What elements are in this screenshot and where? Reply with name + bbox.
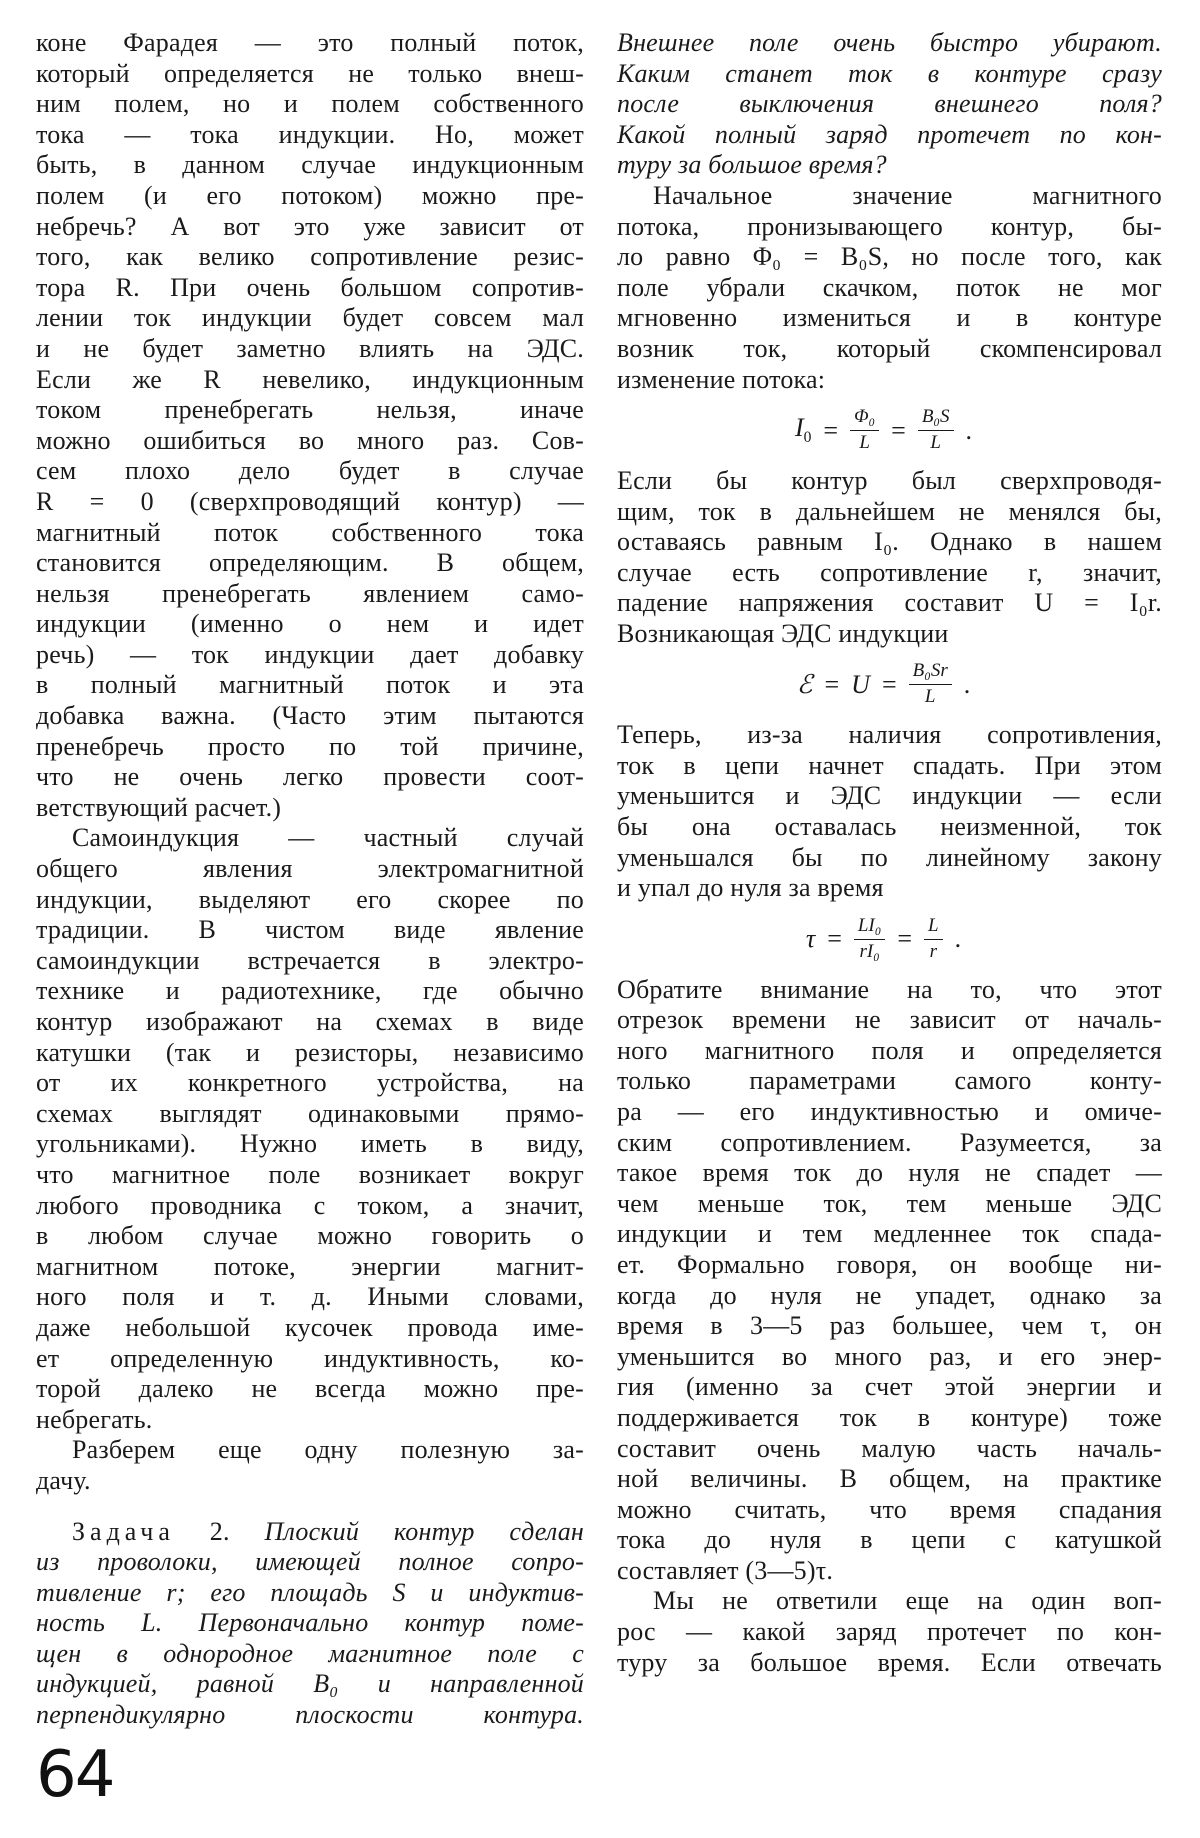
paragraph-faraday-flux xyxy=(36,28,584,823)
equals-sign: = xyxy=(823,415,839,445)
text-line: магнитный поток собственного тока xyxy=(36,517,584,547)
text-line: можно считать, что время спадания xyxy=(617,1494,1162,1524)
page-number: 64 xyxy=(36,1738,114,1812)
text-line: когда до нуля не упадет, однако за xyxy=(617,1280,1162,1310)
text-line: ного магнитного поля и определяется xyxy=(617,1035,1162,1065)
emf-symbol: ℰ xyxy=(796,669,813,699)
text-line: туру за большое время. Если отвечать xyxy=(617,1647,1162,1677)
period: . xyxy=(965,415,973,445)
denominator: L xyxy=(859,432,870,454)
text-line: даже небольшой кусочек провода име- xyxy=(36,1312,584,1342)
text-line: Возникающая ЭДС индукции xyxy=(617,618,949,648)
text-line: контур изображают на схемах в виде xyxy=(36,1007,584,1036)
paragraph-time-independence xyxy=(617,975,1162,1587)
period: . xyxy=(954,924,962,954)
text-line: нельзя пренебрегать явлением само- xyxy=(36,578,584,608)
text-line: перпендикулярно плоскости контура. xyxy=(36,1700,584,1730)
text-line: тока до нуля в цепи с катушкой xyxy=(617,1525,1162,1555)
denominator: L xyxy=(930,432,941,454)
right-column xyxy=(617,28,1162,1678)
text-line: R = 0 (сверхпроводящий контур) — xyxy=(36,486,584,516)
text-line: технике и радиотехнике, где обычно xyxy=(36,976,584,1006)
text-line: время в 3—5 раз большее, чем τ, он xyxy=(617,1311,1162,1341)
text-line: речь) — ток индукции дает добавку xyxy=(36,639,584,669)
text-line: и упал до нуля за время xyxy=(617,873,884,903)
text-line: рос — какой заряд протечет по кон- xyxy=(617,1617,1162,1647)
fraction xyxy=(854,916,886,963)
text-line: который определяется не только внеш- xyxy=(36,58,584,88)
numerator: Φ₀ xyxy=(850,407,879,431)
text-line: торой далеко не всегда можно пре- xyxy=(36,1374,584,1404)
text-line: полем (и его потоком) можно пре- xyxy=(36,180,584,210)
text-line: схемах выглядят одинаковыми прямо- xyxy=(36,1098,584,1128)
voltage-symbol: U xyxy=(851,669,870,699)
period: . xyxy=(963,669,971,699)
text-line: и не будет заметно влиять на ЭДС. xyxy=(36,333,584,363)
text-line: Самоиндукция — частный случай xyxy=(72,823,584,853)
text-line: небречь? А вот это уже зависит от xyxy=(36,211,584,241)
text-line: после выключения внешнего поля? xyxy=(617,89,1162,119)
text-line: только параметрами самого конту- xyxy=(617,1066,1162,1096)
equals-sign: = xyxy=(891,415,906,445)
text-line: уменьшится во много раз, и его энер- xyxy=(617,1341,1162,1371)
text-line: мгновенно измениться и в контуре xyxy=(617,303,1162,333)
text-line: в полный магнитный поток и эта xyxy=(36,670,584,700)
text-line: дачу. xyxy=(36,1465,91,1495)
formula-emf xyxy=(617,661,1162,708)
text-line: Каким станет ток в контуре сразу xyxy=(617,58,1162,88)
problem-body xyxy=(36,1547,584,1731)
text-line: туру за большое время? xyxy=(617,150,887,180)
text-line: Внешнее поле очень быстро убирают. xyxy=(617,28,1162,57)
problem-first-line: Плоский контур сделан xyxy=(264,1516,585,1546)
fraction xyxy=(924,916,943,963)
text-line: становится определяющим. В общем, xyxy=(36,548,584,578)
text-line: потока, пронизывающего контур, бы- xyxy=(617,211,1162,241)
denominator: L xyxy=(924,686,936,708)
text-line: можно ошибиться во много раз. Сов- xyxy=(36,425,584,455)
fraction xyxy=(918,407,954,454)
text-line: ло равно Φ₀ = B₀S, но после того, как xyxy=(617,242,1162,272)
text-line: изменение потока: xyxy=(617,364,826,394)
text-line: ним полем, но и полем собственного xyxy=(36,89,584,119)
text-line: Мы не ответили еще на один воп- xyxy=(653,1586,1162,1616)
paragraph-charge-question xyxy=(617,1586,1162,1678)
text-line: током пренебрегать нельзя, иначе xyxy=(36,395,584,425)
text-line: щим, ток в дальнейшем не менялся бы, xyxy=(617,496,1162,526)
text-line: магнитном потоке, энергии магнит- xyxy=(36,1251,584,1281)
text-line: падение напряжения составит U = I₀r. xyxy=(617,588,1162,618)
equals-sign: = xyxy=(881,669,897,699)
text-line: щен в однородное магнитное поле с xyxy=(36,1638,584,1668)
equals-sign: = xyxy=(827,924,842,954)
problem-statement xyxy=(36,1517,584,1731)
paragraph-current-decay xyxy=(617,720,1162,904)
text-line: катушки (так и резисторы, независимо xyxy=(36,1037,584,1067)
text-line: Теперь, из-за наличия сопротивления, xyxy=(617,720,1162,750)
text-line: любого проводника с током, а значит, xyxy=(36,1190,584,1220)
fraction xyxy=(909,661,952,708)
text-line: лении ток индукции будет совсем мал xyxy=(36,303,584,333)
text-line: того, как велико сопротивление резис- xyxy=(36,242,584,272)
text-line: индукции и тем медленнее ток спада- xyxy=(617,1219,1162,1249)
text-line: в любом случае можно говорить о xyxy=(36,1221,584,1251)
text-line: индукции (именно о нем и идет xyxy=(36,609,584,639)
numerator: B₀Sr xyxy=(909,661,952,685)
text-line: ет. Формально говоря, он вообще ни- xyxy=(617,1249,1162,1279)
problem-number: 2. xyxy=(209,1516,230,1546)
paragraph-next-problem xyxy=(36,1435,584,1496)
paragraph-superconducting xyxy=(617,466,1162,650)
text-line: Если бы контур был сверхпроводя- xyxy=(617,465,1162,495)
text-line: поле убрали скачком, поток не мог xyxy=(617,272,1162,302)
text-line: ра — его индуктивностью и омиче- xyxy=(617,1096,1162,1126)
text-line: из проволоки, имеющей полное сопро- xyxy=(36,1547,584,1577)
text-line: добавка важна. (Часто этим пытаются xyxy=(36,701,584,731)
text-line: индукции, выделяют его скорее по xyxy=(36,884,584,914)
denominator: rI₀ xyxy=(859,940,880,962)
text-line: что не очень легко провести соот- xyxy=(36,762,584,792)
text-line: отрезок времени не зависит от началь- xyxy=(617,1005,1162,1035)
text-line: индукцией, равной B₀ и направленной xyxy=(36,1669,584,1699)
problem-label: Задача xyxy=(72,1516,175,1546)
text-line: оставаясь равным I₀. Однако в нашем xyxy=(617,527,1162,557)
text-line: уменьшался бы по линейному закону xyxy=(617,842,1162,872)
formula-lhs: $I_0$ xyxy=(794,413,812,447)
text-line: традиции. В чистом виде явление xyxy=(36,915,584,945)
problem-heading-line xyxy=(36,1517,584,1548)
text-line: Разберем еще одну полезную за- xyxy=(72,1435,584,1465)
left-column xyxy=(36,28,584,1731)
text-line: Начальное значение магнитного xyxy=(653,180,1162,210)
paragraph-self-induction xyxy=(36,823,584,1435)
text-line: такое время ток до нуля не спадет — xyxy=(617,1158,1162,1188)
equals-sign: = xyxy=(824,669,840,699)
text-line: небрегать. xyxy=(36,1404,153,1434)
text-line: возник ток, который скомпенсировал xyxy=(617,333,1162,363)
tau-symbol: τ xyxy=(805,924,816,954)
text-line: ветствующий расчет.) xyxy=(36,792,282,822)
text-line: ским сопротивлением. Разумеется, за xyxy=(617,1127,1162,1157)
denominator: r xyxy=(929,940,938,962)
text-line: тока — тока индукции. Но, может xyxy=(36,119,584,149)
text-line: общего явления электромагнитной xyxy=(36,854,584,884)
formula-time-constant xyxy=(617,916,1162,963)
text-line: коне Фарадея — это полный поток, xyxy=(36,28,584,57)
fraction xyxy=(850,407,879,454)
text-line: Если же R невелико, индукционным xyxy=(36,364,584,394)
numerator: B₀S xyxy=(918,407,954,431)
text-line: поддерживается ток в контуре) тоже xyxy=(617,1402,1162,1432)
text-line: составит очень малую часть началь- xyxy=(617,1433,1162,1463)
formula-initial-current xyxy=(617,407,1162,454)
paragraph-initial-flux xyxy=(617,181,1162,395)
text-line: Обратите внимание на то, что этот xyxy=(617,974,1162,1004)
text-line: сем плохо дело будет в случае xyxy=(36,456,584,486)
text-line: бы она оставалась неизменной, ток xyxy=(617,812,1162,842)
text-line: ного поля и т. д. Иными словами, xyxy=(36,1282,584,1312)
text-line: составляет (3—5)τ. xyxy=(617,1555,834,1585)
text-line: гия (именно за счет этой энергии и xyxy=(617,1372,1162,1402)
text-line: тора R. При очень большом сопротив- xyxy=(36,272,584,302)
text-line: угольниками). Нужно иметь в виду, xyxy=(36,1129,584,1159)
text-line: ной величины. В общем, на практике xyxy=(617,1464,1162,1494)
text-line: что магнитное поле возникает вокруг xyxy=(36,1159,584,1189)
numerator: LI₀ xyxy=(854,916,886,940)
text-line: ток в цепи начнет спадать. При этом xyxy=(617,750,1162,780)
text-line: самоиндукции встречается в электро- xyxy=(36,945,584,975)
text-line: чем меньше ток, тем меньше ЭДС xyxy=(617,1188,1162,1218)
text-line: Какой полный заряд протечет по кон- xyxy=(617,119,1162,149)
equals-sign: = xyxy=(897,924,913,954)
text-line: от их конкретного устройства, на xyxy=(36,1068,584,1098)
text-line: пренебречь просто по той причине, xyxy=(36,731,584,761)
text-line: случае есть сопротивление r, значит, xyxy=(617,557,1162,587)
text-line: ет определенную индуктивность, ко- xyxy=(36,1343,584,1373)
numerator: L xyxy=(924,916,943,940)
text-line: уменьшится и ЭДС индукции — если xyxy=(617,781,1162,811)
text-line: ность L. Первоначально контур поме- xyxy=(36,1608,584,1638)
text-line: тивление r; его площадь S и индуктив- xyxy=(36,1577,584,1607)
text-line: быть, в данном случае индукционным xyxy=(36,150,584,180)
problem-continuation xyxy=(617,28,1162,181)
